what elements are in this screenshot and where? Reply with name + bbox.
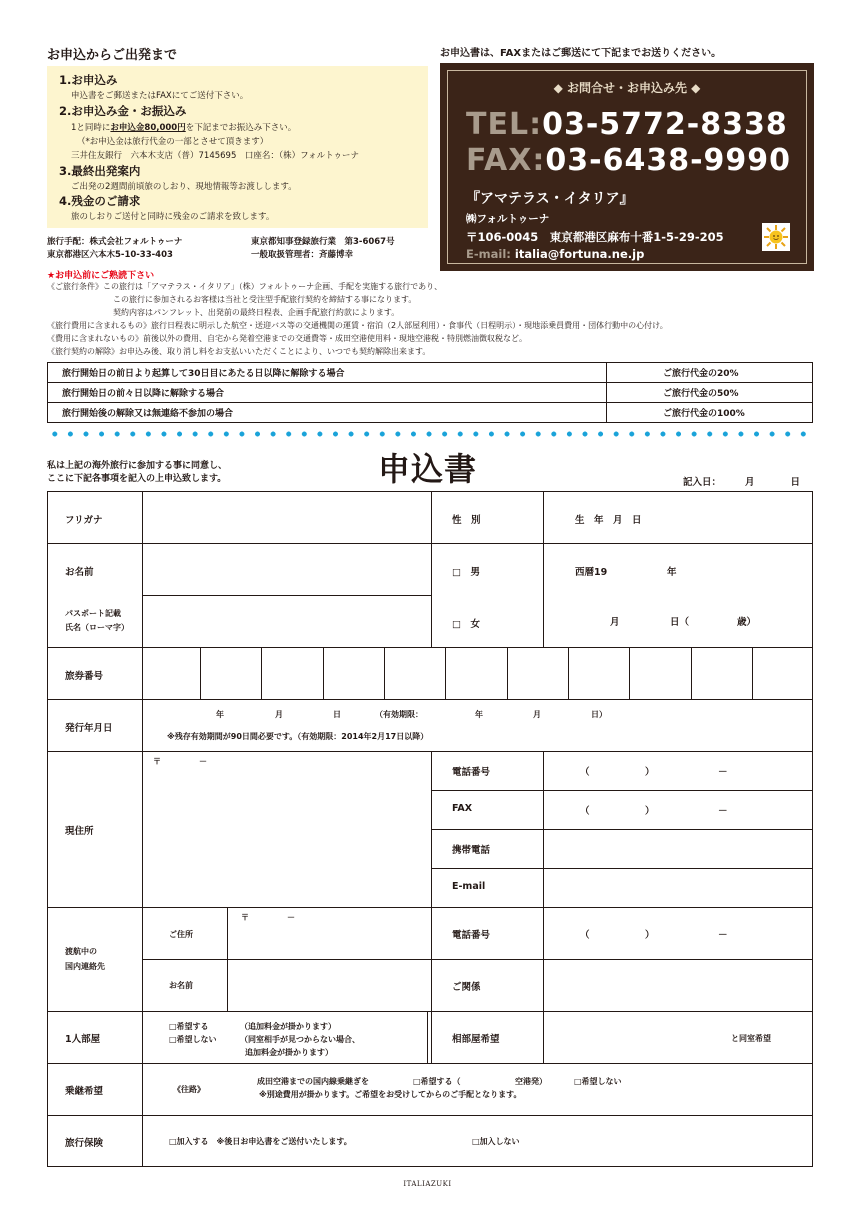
- step-3-title: 3.最終出発案内: [59, 164, 141, 178]
- validity-note: ※残存有効期間が90日間必要です。（有効期限：2014年2月17日以降）: [167, 732, 429, 741]
- birth-year-unit: 年: [667, 567, 677, 578]
- address-field[interactable]: [143, 752, 431, 907]
- email-label: E-mail: [452, 881, 486, 892]
- relation-label: ご関係: [452, 982, 481, 993]
- step-4-text: 旅のしおりご送付と同時に残金のご請求を致します。: [71, 212, 275, 222]
- transfer-no-checkbox[interactable]: □希望しない: [574, 1077, 622, 1086]
- form-title: 申込書: [378, 450, 478, 488]
- step-2-title: 2.お申込み金・お振込み: [59, 104, 187, 118]
- name-label: お名前: [65, 567, 94, 578]
- validity-month-unit: 月: [533, 710, 541, 719]
- domestic-name-label: お名前: [169, 981, 193, 990]
- roommate-suffix: と同室希望: [731, 1034, 771, 1043]
- cancel-fee: ご旅行代金の100%: [607, 403, 813, 423]
- postal-dash: －: [199, 757, 207, 766]
- step-2-note: （*お申込金は旅行代金の一部とさせて頂きます）: [77, 137, 269, 147]
- section-title: お申込からご出発まで: [47, 48, 178, 63]
- cancel-fee: ご旅行代金の20%: [607, 363, 813, 383]
- domestic-contact-label: 渡航中の: [65, 947, 97, 956]
- single-no-checkbox[interactable]: □希望しない: [169, 1035, 217, 1044]
- fax-dash: －: [718, 806, 728, 817]
- cancellation-table: [47, 362, 813, 423]
- fax-paren-right: ）: [645, 806, 655, 817]
- birth-day-unit: 日（: [670, 617, 690, 628]
- passport-name-label: パスポート記載: [65, 609, 121, 618]
- condition-line: 《ご旅行条件》この旅行は「アマテラス・イタリア」（株）フォルトゥーナ企画、手配を実施する旅行であり、: [47, 282, 443, 291]
- email-line: E-mail: italia@fortuna.ne.jp: [466, 247, 645, 261]
- single-no-note-2: 追加料金が掛かります）: [245, 1048, 333, 1057]
- notice-title: ★お申込前にご熟読下さい: [47, 271, 155, 281]
- name-field[interactable]: [143, 544, 431, 595]
- domestic-phone-paren-left: （: [580, 930, 590, 941]
- mobile-label: 携帯電話: [452, 845, 491, 856]
- birth-year-prefix: 西暦19: [575, 567, 608, 578]
- cancel-fee: ご旅行代金の50%: [607, 383, 813, 403]
- phone-label: 電話番号: [452, 767, 491, 778]
- transfer-departure: 空港発）: [515, 1077, 547, 1086]
- insurance-yes-checkbox[interactable]: □加入する ※後日お申込書をご送付いたします。: [169, 1137, 352, 1146]
- step-2-bank: 三井住友銀行 六本木支店（普）7145695 口座名：（株）フォルトゥーナ: [71, 151, 359, 161]
- validity-year-unit: 年: [475, 710, 483, 719]
- step-2-text: 1と同時にお申込金80,000円を下記までお振込み下さい。: [71, 123, 297, 133]
- single-no-note: （同室相手が見つからない場合、: [240, 1035, 360, 1044]
- sex-label: 性 別: [452, 515, 481, 526]
- contact-header: お申込書は、FAXまたはご郵送にて下記までお送りください。: [440, 48, 722, 59]
- domestic-address-label: ご住所: [169, 930, 193, 939]
- agency-planner: 旅行手配：株式会社フォルトゥーナ: [47, 237, 183, 247]
- tel-line: TEL:03-5772-8338: [466, 107, 788, 142]
- single-yes-checkbox[interactable]: □希望する: [169, 1022, 209, 1031]
- issue-day-unit: 日: [333, 710, 341, 719]
- condition-line: 契約内容はパンフレット、出発前の最終日程表、企画手配旅行約款によります。: [113, 308, 400, 317]
- domestic-phone-label: 電話番号: [452, 930, 491, 941]
- validity-day-unit: 日）: [591, 710, 607, 719]
- phone-paren-left: （: [580, 767, 590, 778]
- domestic-postal-dash: －: [287, 913, 295, 922]
- domestic-phone-dash: －: [718, 930, 728, 941]
- transfer-yes-checkbox[interactable]: □希望する（: [413, 1077, 461, 1086]
- agency-address: 東京都港区六本木5-10-33-403: [47, 250, 173, 260]
- passport-name-label-2: 氏名（ローマ字）: [65, 623, 129, 632]
- application-form: [47, 491, 813, 1167]
- phone-dash: －: [718, 767, 728, 778]
- agency-license: 東京都知事登録旅行業 第3-6067号: [251, 237, 395, 247]
- issue-year-unit: 年: [216, 710, 224, 719]
- insurance-no-checkbox[interactable]: □加入しない: [472, 1137, 520, 1146]
- validity-label: （有効期限：: [375, 710, 423, 719]
- company-name: ㈱フォルトゥーナ: [466, 213, 550, 225]
- passport-name-field[interactable]: [143, 596, 431, 647]
- cancel-condition: 旅行開始後の解除又は無連絡不参加の場合: [48, 403, 607, 423]
- brand-name: 『アマテラス・イタリア』: [466, 191, 634, 207]
- address-label: 現住所: [65, 826, 94, 837]
- condition-line: 《費用に含まれないもの》前後以外の費用、自宅から発着空港までの交通費等・成田空港使用料・現地空港税・特別燃油徴収税など。: [47, 334, 527, 343]
- table-row: [48, 383, 813, 403]
- condition-line: 《旅行費用に含まれるもの》旅行日程表に明示した航空・送迎バス等の交通機関の運賃・宿泊（2人部屋利用）・食事代（日程明示）・現地添乗員費用・団体行動中の心付け。: [47, 321, 668, 330]
- transfer-note: ※別途費用が掛かります。ご希望をお受けしてからのご手配となります。: [259, 1090, 522, 1099]
- cancel-condition: 旅行開始日の前日より起算して30日目にあたる日以降に解除する場合: [48, 363, 607, 383]
- steps-box: [47, 66, 428, 228]
- contact-subtitle: ◆ お問合せ・お申込み先 ◆: [553, 81, 701, 95]
- roommate-label: 相部屋希望: [452, 1034, 500, 1045]
- footer-brand: ITALIAZUKI: [403, 1180, 452, 1188]
- cancel-condition: 旅行開始日の前々日以降に解除する場合: [48, 383, 607, 403]
- passport-number-field[interactable]: [143, 648, 812, 699]
- birth-label: 生 年 月 日: [575, 515, 642, 526]
- domestic-postal-mark: 〒: [241, 913, 249, 922]
- domestic-phone-paren-right: ）: [645, 930, 655, 941]
- fax-label: FAX: [452, 803, 473, 814]
- single-room-label: 1人部屋: [65, 1034, 101, 1045]
- male-checkbox[interactable]: □ 男: [452, 567, 480, 578]
- condition-line: 《旅行契約の解除》お申込み後、取り消し料をお支払いいただくことにより、いつでも契約解除出来ます。: [47, 347, 431, 356]
- table-row: [48, 403, 813, 423]
- domestic-contact-label-2: 国内連絡先: [65, 962, 105, 971]
- company-address: 〒106-0045 東京都港区麻布十番1-5-29-205: [466, 230, 724, 244]
- contact-box: [441, 64, 813, 270]
- entry-date: 記入日： 月 日: [683, 477, 801, 488]
- agreement-text: 私は上記の海外旅行に参加する事に同意し、 ここに下記各事項を記入の上申込致します。: [47, 461, 228, 484]
- sun-icon: [762, 223, 790, 251]
- transfer-label: 乗継希望: [65, 1086, 104, 1097]
- step-1-title: 1.お申込み: [59, 73, 118, 87]
- passport-number-label: 旅券番号: [65, 671, 104, 682]
- postal-mark: 〒: [153, 757, 161, 766]
- furigana-label: フリガナ: [65, 515, 103, 526]
- condition-line: この旅行に参加されるお客様は当社と受注型手配旅行契約を締結する事になります。: [113, 295, 417, 304]
- dotted-divider: [47, 431, 813, 437]
- step-3-text: ご出発の2週間前頃旅のしおり、現地情報等お渡しします。: [71, 182, 297, 192]
- step-4-title: 4.残金のご請求: [59, 194, 141, 208]
- birth-month-unit: 月: [610, 617, 620, 628]
- insurance-label: 旅行保険: [65, 1138, 104, 1149]
- fax-line: FAX:03-6438-9990: [466, 143, 792, 178]
- age-unit: 歳）: [737, 617, 757, 628]
- transfer-way: 《往路》: [173, 1085, 205, 1094]
- single-yes-note: （追加料金が掛かります）: [240, 1022, 336, 1031]
- issue-month-unit: 月: [275, 710, 283, 719]
- transfer-text: 成田空港までの国内線乗継ぎを: [257, 1077, 369, 1086]
- agency-manager: 一般取扱管理者：斉藤博幸: [251, 250, 354, 260]
- fax-paren-left: （: [580, 806, 590, 817]
- contact-inner: [447, 70, 807, 264]
- issue-date-label: 発行年月日: [65, 723, 113, 734]
- phone-paren-right: ）: [645, 767, 655, 778]
- female-checkbox[interactable]: □ 女: [452, 619, 480, 630]
- furigana-field[interactable]: [143, 492, 431, 543]
- table-row: [48, 363, 813, 383]
- step-1-text: 申込書をご郵送またはFAXにてご送付下さい。: [71, 91, 249, 101]
